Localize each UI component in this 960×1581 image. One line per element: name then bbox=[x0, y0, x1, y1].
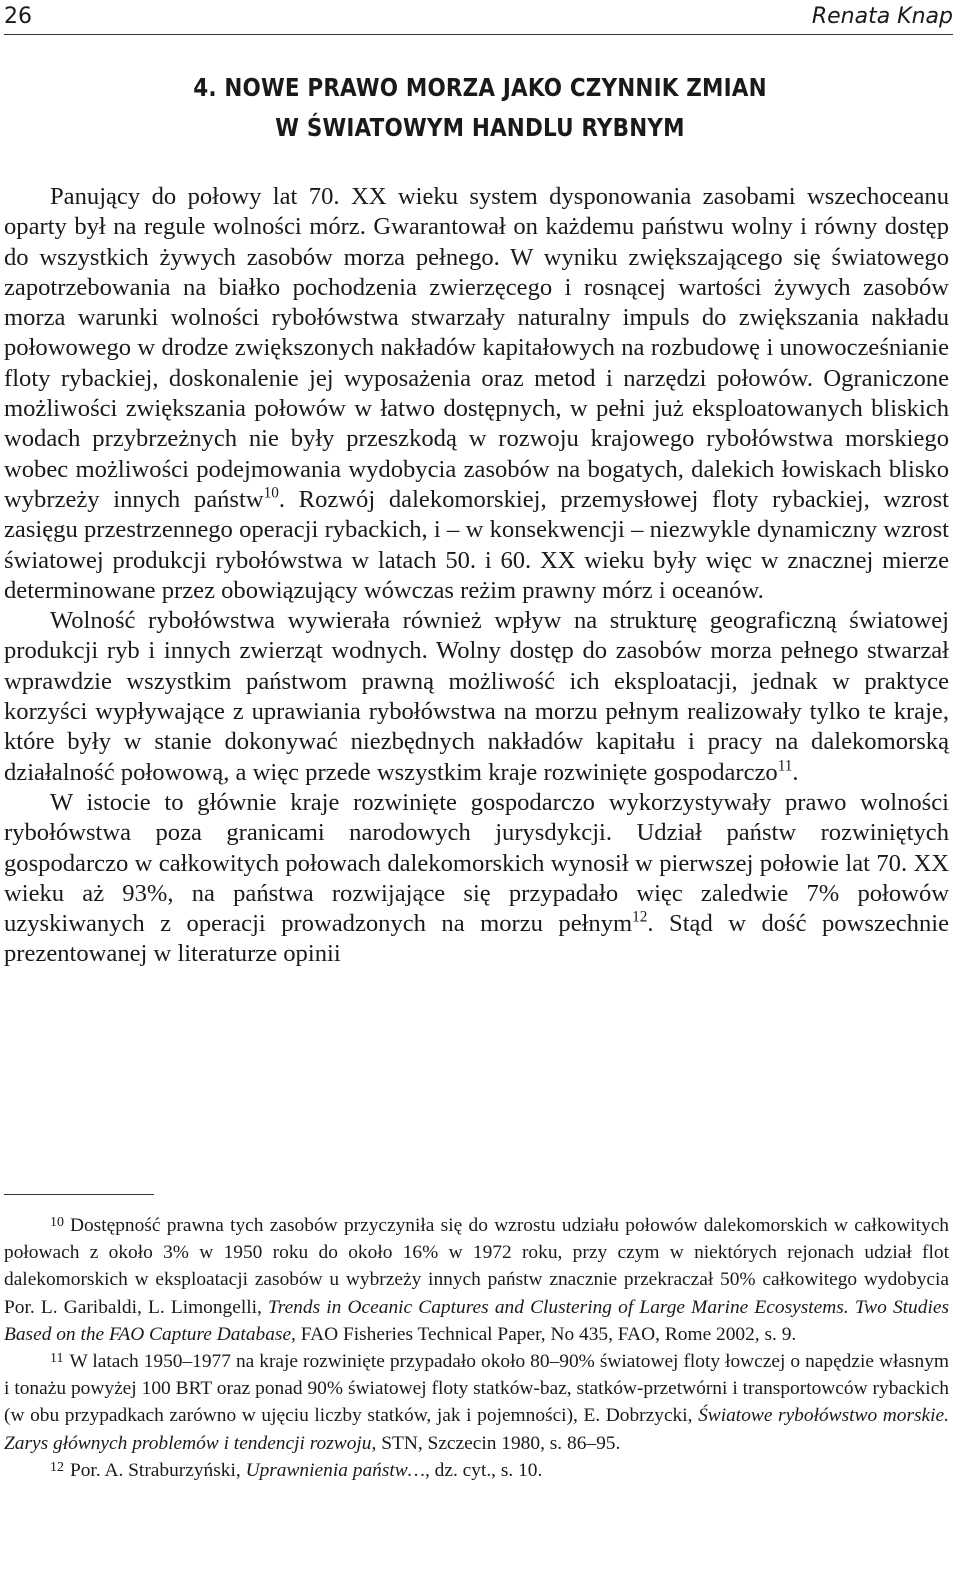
footnote-12-text: Por. A. Straburzyński, bbox=[69, 1459, 246, 1481]
footnote-11-title: Światowe rybołówstwo morskie. Zarys głównych problemów i tendencji rozwoju, bbox=[4, 1405, 950, 1454]
footnote-11-text: W latach 1950–1977 na kraje rozwinięte przypadało około 80–90% światowej floty łowczej o napędzie własnym i tonażu powyżej 100 BRT oraz ponad 90% światowej floty statków-baz, statków-przetwórni i transportowców rybackich (w obu przypadkach zarówno w ujęciu liczby statków, jak i pojemności), E. Dobrzycki, bbox=[4, 1351, 949, 1427]
footnote-10-tail: FAO Fisheries Technical Paper, No 435, FAO, Rome 2002, s. 9. bbox=[295, 1323, 797, 1345]
footnote-12 bbox=[4, 1457, 949, 1484]
paragraph-1-text: Panujący do połowy lat 70. XX wieku system dysponowania zasobami wszechoceanu oparty był na regule wolności mórz. Gwarantował on każdemu państwu wolny i równy dostęp do wszystkich żywych zasobów morza pełnego. W wyniku zwiększającego się światowego zapotrzebowania na białko pochodzenia zwierzęcego i rosnącej wartości żywych zasobów morza warunki wolności rybołówstwa stwarzały naturalny impuls do zwiększania nakładu połowowego w drodze zwiększonych nakładów kapitałowych na rozbudowę i unowocześnianie floty rybackiej, doskonalenie jej wyposażenia oraz metod i narzędzi połowów. Ograniczone możliwości zwiększania połowów w łatwo dostępnych, w pełni już eksploatowanych bliskich wodach przybrzeżnych nie były przeszkodą w rozwoju krajowego rybołówstwa morskiego wobec możliwości podejmowania wydobycia zasobów na bogatych, dalekich łowiskach blisko wybrzeży innych państw bbox=[4, 183, 949, 513]
paragraph-2-text-cont: . bbox=[792, 758, 799, 786]
page-number: 26 bbox=[4, 4, 32, 29]
paragraph-3 bbox=[4, 788, 949, 970]
footnote-10-title: Trends in Oceanic Captures and Clustering of Large Marine Ecosystems. Two Studies Based on the FAO Capture Database, bbox=[4, 1296, 949, 1345]
paragraph-2-text: Wolność rybołówstwa wywierała również wpływ na strukturę geograficzną światowej produkcji ryb i innych zwierząt wodnych. Wolny dostęp do zasobów morza pełnego stwarzał wprawdzie wszystkim państwom prawną możliwość ich eksploatacji, jednak w praktyce korzyści wypływające z uprawiania rybołówstwa na morzu pełnym realizowały tylko te kraje, które były w stanie dokonywać niezbędnych nakładów kapitału i pracy na dalekomorską działalność połowową, a więc przede wszystkim kraje rozwinięte gospodarczo bbox=[4, 607, 949, 786]
footnotes bbox=[4, 1212, 949, 1484]
page-header bbox=[4, 0, 953, 35]
footnote-ref-11[interactable]: 11 bbox=[777, 757, 793, 775]
running-head-author: Renata Knap bbox=[811, 4, 953, 29]
chapter-title-line-2: W ŚWIATOWYM HANDLU RYBNYM bbox=[275, 113, 685, 142]
paragraph-1-text-cont: . Rozwój dalekomorskiej, przemysłowej floty rybackiej, wzrost zasięgu przestrzennego operacji rybackich, i – w konsekwencji – niezwykle dynamiczny wzrost światowej produkcji rybołówstwa w latach 50. i 60. XX wieku były więc w znacznej mierze determinowane przez obowiązujący wówczas reżim prawny mórz i oceanów. bbox=[4, 485, 949, 604]
footnote-number-11: 11 bbox=[50, 1350, 64, 1366]
chapter-title bbox=[0, 68, 960, 148]
paragraph-3-text: W istocie to głównie kraje rozwinięte gospodarczo wykorzystywały prawo wolności rybołówstwa poza granicami narodowych jurysdykcji. Udział państw rozwiniętych gospodarczo w całkowitych połowach dalekomorskich wynosił w pierwszej połowie lat 70. XX wieku aż 93%, na państwa rozwijające się przypadało więc zaledwie 7% połowów uzyskiwanych z operacji prowadzonych na morzu pełnym bbox=[4, 788, 949, 938]
footnote-12-tail: dz. cyt., s. 10. bbox=[429, 1459, 543, 1481]
footnote-12-title: Uprawnienia państw…, bbox=[245, 1459, 430, 1481]
footnote-divider bbox=[4, 1194, 154, 1195]
footnote-10 bbox=[4, 1212, 949, 1348]
footnote-ref-12[interactable]: 12 bbox=[632, 908, 648, 926]
footnote-10-text: Dostępność prawna tych zasobów przyczyniła się do wzrostu udziału połowów dalekomorskich w całkowitych połowach z około 3% w 1950 roku do około 16% w 1972 roku, przy czym w niektórych rejonach udział flot dalekomorskich w eksploatacji zasobów u wybrzeży innych państw znacznie przekraczał 50% całkowitego wydobycia Por. L. Garibaldi, L. Limongelli, bbox=[4, 1215, 949, 1318]
footnote-11 bbox=[4, 1348, 949, 1457]
footnote-11-tail: STN, Szczecin 1980, s. 86–95. bbox=[376, 1432, 621, 1454]
paragraph-1 bbox=[4, 182, 949, 606]
paragraph-3-text-cont: . Stąd w dość powszechnie prezentowanej w literaturze opinii bbox=[4, 910, 949, 968]
footnote-ref-10[interactable]: 10 bbox=[263, 484, 279, 502]
chapter-title-line-1: 4. NOWE PRAWO MORZA JAKO CZYNNIK ZMIAN bbox=[193, 73, 767, 102]
footnote-number-12: 12 bbox=[50, 1459, 64, 1475]
body-text bbox=[4, 182, 949, 970]
footnote-number-10: 10 bbox=[50, 1214, 64, 1230]
paragraph-2 bbox=[4, 606, 949, 788]
